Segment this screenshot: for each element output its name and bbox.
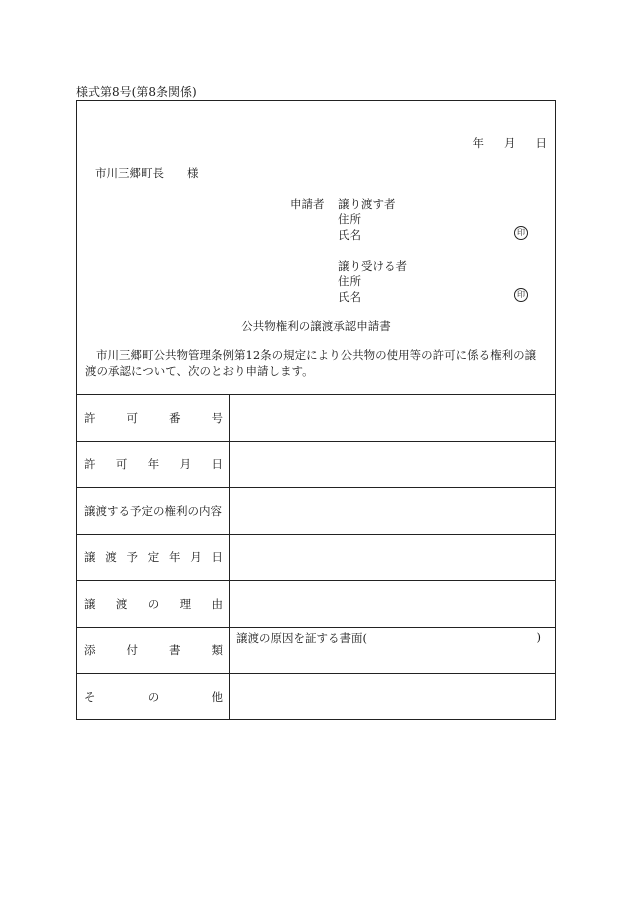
transferor-seal: 印 bbox=[514, 226, 528, 240]
applicant-label: 申請者 bbox=[290, 197, 325, 211]
reason-field[interactable] bbox=[230, 581, 555, 627]
label-reason: 譲 渡 の 理 由 bbox=[77, 581, 230, 627]
right-content-field[interactable] bbox=[230, 488, 555, 534]
date-month: 月 bbox=[504, 136, 516, 150]
addressee: 市川三郷町長 様 bbox=[95, 166, 199, 180]
transferee-address-label: 住所 bbox=[338, 274, 361, 288]
attachment-close: ) bbox=[536, 629, 541, 644]
label-right-content: 譲渡する予定の権利の内容 bbox=[77, 488, 230, 534]
transferee-name-label: 氏名 bbox=[338, 290, 361, 304]
row-permit-date bbox=[77, 441, 555, 488]
row-right-content bbox=[77, 487, 555, 534]
permit-date-field[interactable] bbox=[230, 442, 555, 488]
row-transfer-date bbox=[77, 534, 555, 581]
permit-number-field[interactable] bbox=[230, 395, 555, 441]
label-other: そ の 他 bbox=[77, 674, 230, 720]
document-title: 公共物権利の譲渡承認申請書 bbox=[241, 319, 391, 333]
attachment-text: 譲渡の原因を証する書面( bbox=[236, 630, 367, 645]
form-table bbox=[77, 394, 555, 720]
form-number: 様式第8号(第8条関係) bbox=[76, 85, 197, 99]
label-permit-number: 許 可 番 号 bbox=[77, 395, 230, 441]
transferor-title: 譲り渡す者 bbox=[338, 197, 396, 211]
body-text: 市川三郷町公共物管理条例第12条の規定により公共物の使用等の許可に係る権利の譲渡の承認について、次のとおり申請します。 bbox=[85, 348, 537, 378]
transferor-name-label: 氏名 bbox=[338, 228, 361, 242]
date-line bbox=[473, 135, 548, 151]
application-form bbox=[76, 100, 556, 720]
transferor-address-label: 住所 bbox=[338, 212, 361, 226]
transfer-date-field[interactable] bbox=[230, 535, 555, 581]
row-attachments bbox=[77, 627, 555, 674]
attachments-field[interactable] bbox=[230, 628, 555, 674]
row-reason bbox=[77, 580, 555, 627]
label-attachments: 添 付 書 類 bbox=[77, 628, 230, 674]
row-other bbox=[77, 673, 555, 720]
label-permit-date: 許 可 年 月 日 bbox=[77, 442, 230, 488]
transferee-title: 譲り受ける者 bbox=[338, 259, 407, 273]
date-year: 年 bbox=[472, 136, 484, 150]
date-day: 日 bbox=[535, 136, 547, 150]
other-field[interactable] bbox=[230, 674, 555, 720]
transferee-seal: 印 bbox=[514, 288, 528, 302]
row-permit-number bbox=[77, 394, 555, 441]
label-transfer-date: 譲 渡 予 定 年 月 日 bbox=[77, 535, 230, 581]
